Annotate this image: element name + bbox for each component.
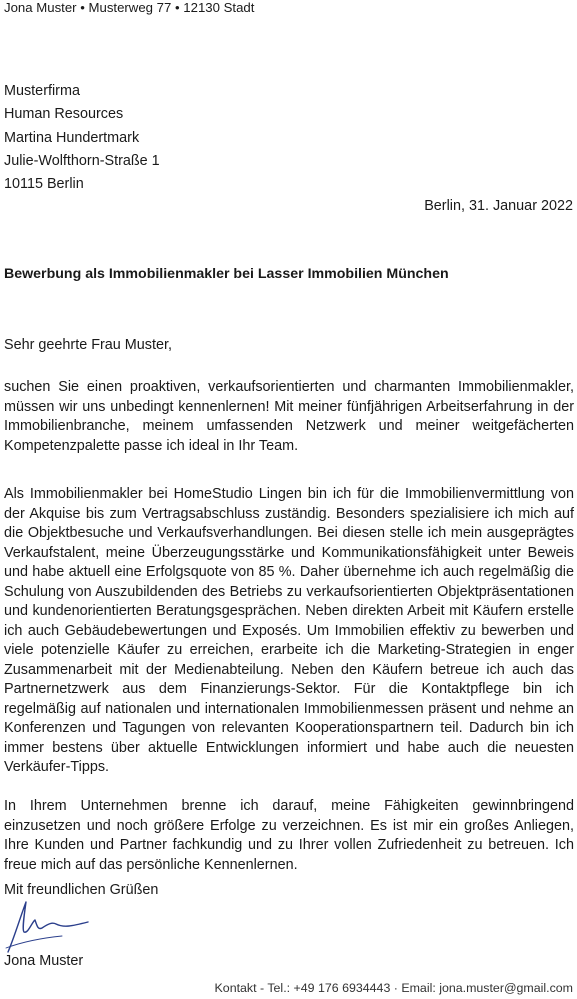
contact-footer: Kontakt - Tel.: +49 176 6934443 · Email: jona.muster@gmail.com [214, 981, 573, 995]
recipient-address-block [4, 80, 160, 196]
sender-address-line: Jona Muster • Musterweg 77 • 12130 Stadt [4, 0, 255, 15]
body-paragraph-experience: Als Immobilienmakler bei HomeStudio Lingen bin ich für die Immobilienvermittlung von der Akquise bis zum Vertragsabschluss zuständig. Besonders spezialisiere ich mich auf die Objektbesuche und Verkaufsverhandlungen. Bei diesen stelle ich mein ausgeprägtes Verkaufstalent, meine Überzeugungsstärke und Kommunikationsfähigkeit unter Beweis und habe aktuell eine Erfolgsquote von 85 %. Daher übernehme ich auch regelmäßig die Schulung von Auszubildenden des Betriebs zu verkaufsorientierten Objektpräsentationen und kundenorientierten Beratungsgesprächen. Neben direkten Arbeit mit Käufern erstelle ich auch Gebäudebewertungen und Exposés. Um Immobilien effektiv zu bewerben und viele potenzielle Käufer zu erreichen, erarbeite ich die Marketing-Strategien in enger Zusammenarbeit mit der Medienabteilung. Neben den Käufern betreue ich auch das Partnernetzwerk aus dem Finanzierungs-Sektor. Für die Kontaktpflege bin ich regelmäßig auf nationalen und internationalen Immobilienmessen präsent und nehme an Konferenzen und Tagungen von relevanten Kooperationspartnern teil. Dadurch bin ich immer bestens über aktuelle Entwicklungen informiert und habe auch die neuesten Verkäufer-Tipps. [4, 486, 574, 775]
recipient-street: Julie-Wolfthorn-Straße 1 [4, 152, 160, 169]
closing-phrase: Mit freundlichen Grüßen [4, 882, 159, 898]
recipient-department: Human Resources [4, 106, 124, 123]
letter-subject: Bewerbung als Immobilienmakler bei Lasser Immobilien München [4, 266, 449, 282]
recipient-name: Martina Hundertmark [4, 129, 140, 146]
recipient-city: 10115 Berlin [4, 176, 84, 193]
salutation: Sehr geehrte Frau Muster, [4, 337, 172, 353]
signature-name: Jona Muster [4, 953, 84, 969]
body-paragraph-motivation: In Ihrem Unternehmen brenne ich darauf, meine Fähigkeiten gewinnbringend einzusetzen und noch größere Erfolge zu verzeichnen. Es ist mir ein großes Anliegen, Ihre Kunden und Partner fachkundig und zu Ihrer vollen Zufriedenheit zu betreuen. Ich freue mich auf das persönliche Kennenlernen. [4, 798, 574, 873]
letter-date: Berlin, 31. Januar 2022 [424, 198, 573, 214]
body-paragraph-intro: suchen Sie einen proaktiven, verkaufsorientierten und charmanten Immobilienmakler, müssen wir uns unbedingt kennenlernen! Mit meiner fünfjährigen Arbeitserfahrung in der Immobilienbranche, meinem umfassenden Netzwerk und meiner weitgefächerten Kompetenzpalette passe ich ideal in Ihr Team. [4, 379, 574, 454]
recipient-company: Musterfirma [4, 83, 80, 99]
handwritten-signature [2, 898, 92, 956]
signature-stroke [8, 902, 88, 952]
signature-underline [6, 936, 62, 948]
